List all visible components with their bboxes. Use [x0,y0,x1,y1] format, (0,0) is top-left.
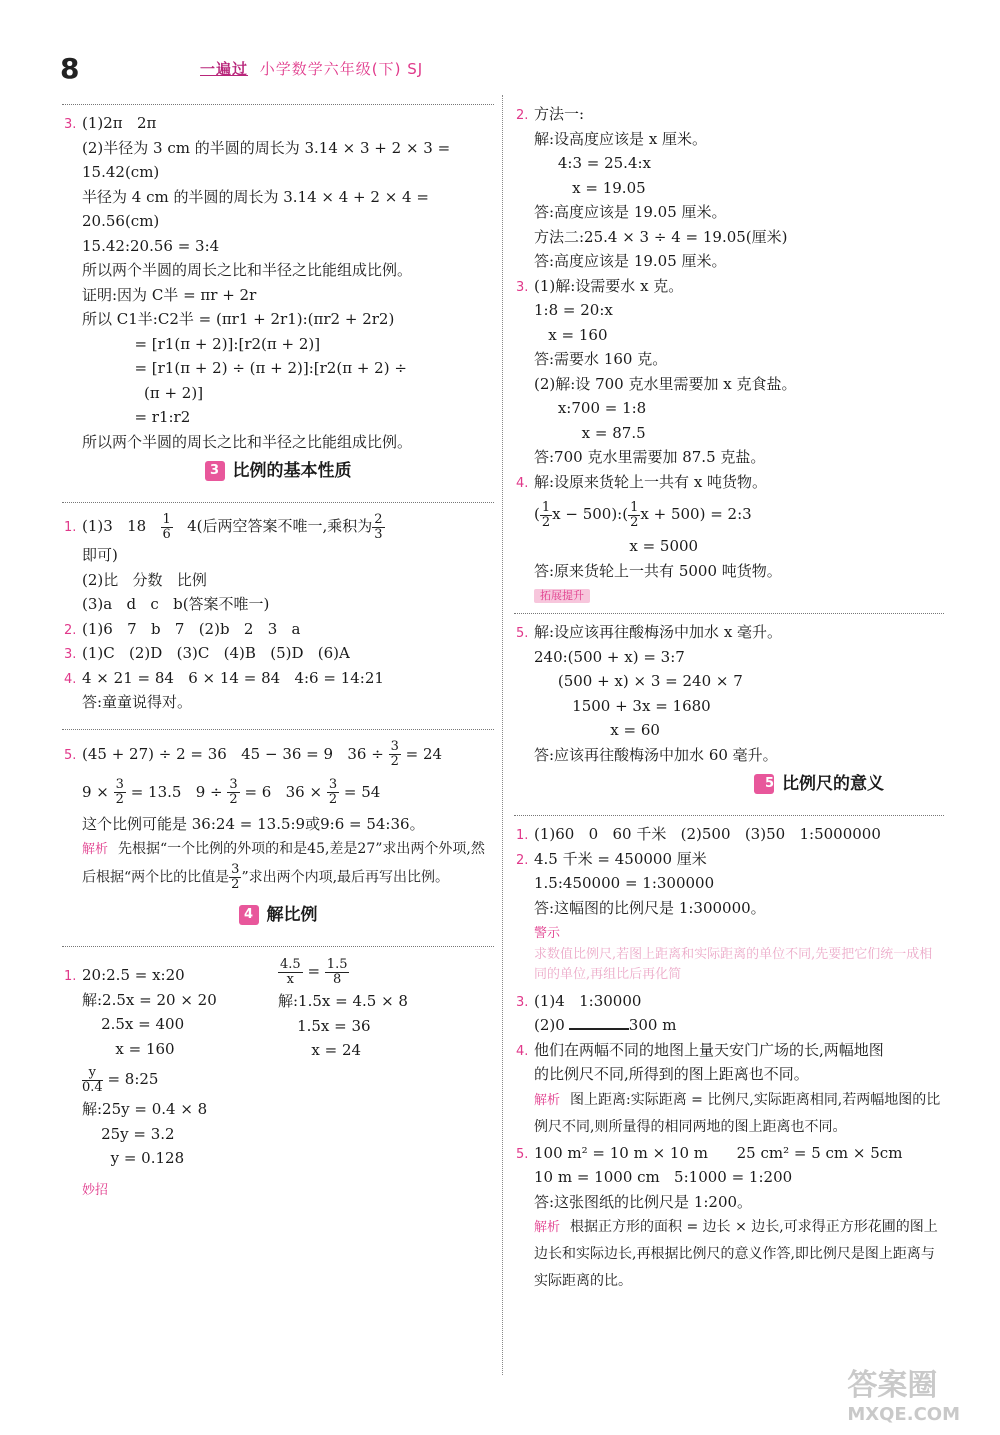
analysis-tag: 解析 [82,842,109,857]
section-badge: 5 [754,774,774,794]
analysis-tag: 解析 [534,1092,561,1108]
r-line: 答:这张图纸的比例尺是 1:200。 [534,1192,753,1211]
q3-line: 3. (1)2π 2π [64,114,157,132]
s4-line: 25y = 3.2 [82,1124,175,1143]
r-line: 解:设高度应该是 x 厘米。 [534,129,708,148]
analysis-note: 解析 图上距离:实际距离 = 比例尺,实际距离相同,若两幅地图的比例尺不同,则所量得的相同两地的图上距离也不同。 [534,1091,941,1135]
q3-line: 所以 C1半:C2半 = (πr1 + 2r1):(πr2 + 2r2) [82,310,395,328]
r-line: 答:700 克水里需要加 87.5 克盐。 [534,448,766,466]
fraction: $\frac{1}{6}$ [162,511,171,542]
r-line: 1.5:450000 = 1:300000 [534,874,715,892]
q3-line: (2)半径为 3 cm 的半圆的周长为 3.14 × 3 + 2 × 3 = [82,138,451,157]
r-line: 3. (1)解:设需要水 x 克。 [516,276,684,295]
watermark-logo: 答案圈 MXQE.COM [847,1368,960,1425]
page-header [200,58,423,79]
scale-bar [569,1014,629,1030]
r-line: 的比例尺不同,所得到的图上距离也不同。 [534,1065,809,1083]
section-heading-5 [514,767,944,801]
tip-heading [62,1177,494,1202]
section-heading-4 [62,898,494,932]
column-divider [502,95,503,1375]
warning-text: 求数值比例尺,若图上距离和实际距离的单位不同,先要把它们统一成相同的单位,再组比后再化简 [534,946,933,982]
s4-line: x = 24 [278,1041,362,1059]
q3-line: 15.42(cm) [82,163,160,181]
s4-line: x = 160 [82,1039,175,1058]
r-line: 5. 100 m² = 10 m × 10 m 25 cm² = 5 cm × 5cm [516,1143,903,1162]
r-line: 4:3 = 25.4:x [534,154,651,172]
r-line: 4. 解:设原来货轮上一共有 x 吨货物。 [516,472,768,491]
q3-line: = [r1(π + 2) ÷ (π + 2)]:[r2(π + 2) ÷ [82,359,407,377]
fraction: $\frac{4.5}{x}$ [280,956,301,987]
s3-q5-line: 5. (45 + 27) ÷ 2 = 36 45 − 36 = 9 36 ÷ $\frac{3}{2}$ = 24 [64,739,443,769]
fraction: $\frac{3}{2}$ [328,777,338,807]
s3-block [62,509,494,715]
fraction: $\frac{3}{2}$ [229,777,238,807]
r-line: 答:高度应该是 19.05 厘米。 [534,252,727,270]
r-line: x:700 = 1:8 [534,399,647,417]
s4-line: 2.5x = 400 [82,1015,185,1033]
s4-line: 1. 20:2.5 = x:20 [64,966,185,984]
warning-heading [514,920,944,945]
s3-line: (3)a d c b(答案不唯一) [82,595,270,613]
section-rule [514,807,944,816]
r-line: 4. 他们在两幅不同的地图上量天安门广场的长,两幅地图 [516,1040,884,1059]
page-number: 8 [60,52,80,85]
s4-line: 解:1.5x = 4.5 × 8 [278,992,408,1010]
r-line: 1. (1)60 0 60 千米 (2)500 (3)50 1:5000000 [516,825,881,843]
s3-q5-line: 这个比例可能是 36:24 = 13.5:9或9:6 = 54:36。 [82,814,425,833]
s3-line: (2)比 分数 比例 [82,570,207,589]
r-line: x = 5000 [534,537,699,555]
q3-line: (π + 2)] [82,383,204,402]
fraction: $\frac{3}{2}$ [390,739,399,769]
r-line: 答:高度应该是 19.05 厘米。 [534,203,727,221]
section-badge: 4 [239,905,259,925]
section-rule [62,938,494,947]
r-line: 2. 4.5 千米 = 450000 厘米 [516,849,707,868]
warning-tag: 警示 [534,926,561,941]
section-title: 比例尺的意义 [782,774,884,794]
scale-label: 300 m [628,1016,677,1034]
s3-q1-line: 1. (1)3 18 $\frac{1}{6}$ 4(后两空答案不唯一,乘积为 $\frac{2}{3}$ [64,511,383,542]
fraction: $\frac{3}{2}$ [115,777,124,807]
r-line: x = 87.5 [534,423,646,442]
section-badge: 3 [205,461,225,481]
section-rule [62,721,494,730]
fraction: $\frac{y}{0.4}$ [82,1064,103,1095]
s3-line: 3. (1)C (2)D (3)C (4)B (5)D (6)A [64,644,350,662]
r-line: (2)解:设 700 克水里需要加 x 克食盐。 [534,374,797,393]
left-column [62,90,494,1201]
s4-block [62,953,494,1171]
r-line: 答:原来货轮上一共有 5000 吨货物。 [534,561,782,580]
q3-line: 证明:因为 C半 = πr + 2r [82,285,257,304]
r-line: 答:这幅图的比例尺是 1:300000。 [534,898,766,917]
s3-line: 2. (1)6 7 b 7 (2)b 2 3 a [64,619,301,638]
s5-block [514,822,944,1295]
s4-line: y = 0.128 [82,1149,185,1167]
analysis-note: 解析 先根据“一个比例的外项的和是45,差是27”求出两个外项,然后根据“两个比的比值是 $\frac{3}{2}$ ”求出两个内项,最后再写出比例。 [82,841,485,892]
tip-tag: 妙招 [82,1182,109,1198]
section-rule [514,605,944,614]
r-line: 2. 方法一: [516,105,585,123]
scale-line: (2)0 300 m [534,1016,677,1034]
q3-block [62,111,494,454]
right-column [514,102,944,1295]
r-line: (500 + x) × 3 = 240 × 7 [534,672,743,690]
extension-label: 拓展提升 [534,589,590,603]
q3-line: 所以两个半圆的周长之比和半径之比能组成比例。 [82,261,413,279]
q3-line: 半径为 4 cm 的半圆的周长为 3.14 × 4 + 2 × 4 = [82,187,429,206]
s4-line: $\frac{4.5}{x}$ = $\frac{1.5}{8}$ [280,956,348,987]
r-line: 10 m = 1000 cm 5:1000 = 1:200 [534,1168,793,1186]
r-line: 1:8 = 20:x [534,301,613,319]
s3-q5-block [62,736,494,893]
book-title: 小学数学六年级(下) SJ [259,60,424,78]
r-line: 3. (1)4 1:30000 [516,991,642,1010]
r-line: x = 160 [534,325,608,344]
r-q2-block [514,102,944,583]
q3-line: 20.56(cm) [82,212,160,230]
section-title: 比例的基本性质 [232,461,352,481]
section-heading-3 [62,454,494,488]
fraction: $\frac{1}{2}$ [541,499,551,530]
fraction: $\frac{1.5}{8}$ [326,956,348,987]
fraction: $\frac{1}{2}$ [630,499,639,530]
r-line: 答:应该再往酸梅汤中加水 60 毫升。 [534,745,778,764]
section-rule [62,494,494,503]
r-line: x = 19.05 [534,178,646,197]
s4-line: 解:25y = 0.4 × 8 [82,1100,208,1118]
r-line: 240:(500 + x) = 3:7 [534,647,685,666]
s4-line: $\frac{y}{0.4}$ = 8:25 [82,1064,159,1095]
s3-line: 即可) [82,546,118,564]
s4-line: 1.5x = 36 [278,1016,371,1035]
r-line: 1500 + 3x = 1680 [534,696,711,715]
q3-line: = [r1(π + 2)]:[r2(π + 2)] [82,334,321,353]
section-rule [62,96,494,105]
analysis-tag: 解析 [534,1220,561,1235]
s3-line: 答:童童说得对。 [82,693,193,711]
s3-line: 4. 4 × 21 = 84 6 × 14 = 84 4:6 = 14:21 [64,668,384,687]
q3-line: = r1:r2 [82,408,191,426]
r-q5-block [514,620,944,767]
brand-logo: 一遍过 [200,60,249,78]
section-title: 解比例 [266,905,318,925]
fraction: $\frac{2}{3}$ [374,511,383,542]
fraction: $\frac{3}{2}$ [231,862,240,892]
r-line: 答:需要水 160 克。 [534,350,668,368]
q3-line: 所以两个半圆的周长之比和半径之比能组成比例。 [82,432,413,451]
r-eq-line: ( $\frac{1}{2}$ x − 500):( $\frac{1}{2}$ x + 500) = 2:3 [534,499,752,530]
analysis-note: 解析 根据正方形的面积 = 边长 × 边长,可求得正方形花圃的图上边长和实际边长,再根据比例尺的意义作答,即比例尺是图上距离与实际距离的比。 [534,1219,938,1289]
r-line: 方法二:25.4 × 3 ÷ 4 = 19.05(厘米) [534,227,788,246]
r-line: 5. 解:设应该再往酸梅汤中加水 x 毫升。 [516,623,783,641]
s4-line: 解:2.5x = 20 × 20 [82,990,217,1009]
extension-label-row [514,583,944,605]
r-line: x = 60 [534,721,660,739]
q3-line: 15.42:20.56 = 3:4 [82,236,220,255]
s3-q5-line: 9 × $\frac{3}{2}$ = 13.5 9 ÷ $\frac{3}{2}$ = 6 36 × $\frac{3}{2}$ = 54 [82,777,381,807]
